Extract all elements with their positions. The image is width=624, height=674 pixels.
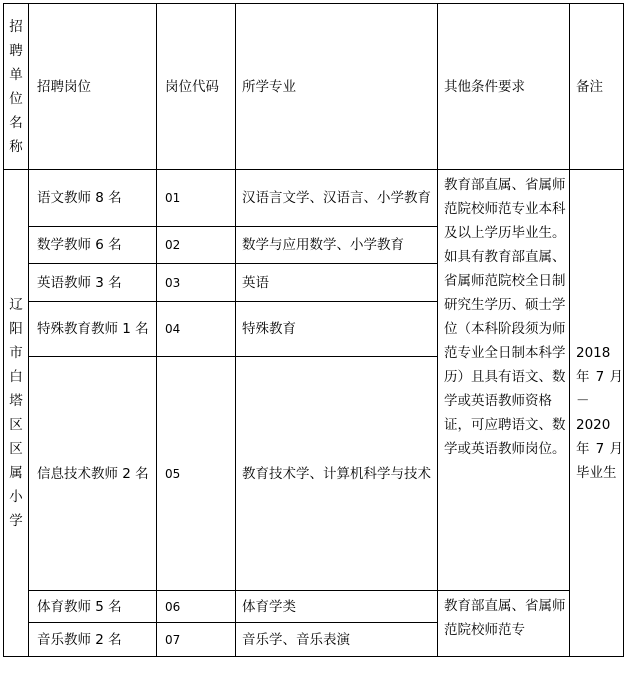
header-row	[4, 4, 624, 170]
header-conditions: 其他条件要求	[438, 4, 570, 170]
major-cell: 体育学类	[236, 591, 438, 623]
position-cell: 英语教师 3 名	[29, 264, 157, 302]
position-cell: 语文教师 8 名	[29, 170, 157, 227]
table-row	[4, 591, 624, 623]
remark-text: 2018 年 7 月－2020 年 7 月毕业生	[576, 345, 623, 481]
recruitment-table	[3, 3, 624, 657]
header-major: 所学专业	[236, 4, 438, 170]
unit-name-cell	[4, 170, 29, 657]
header-unit: 招聘单位名称	[9, 18, 23, 155]
code-cell: 01	[157, 170, 236, 227]
conditions-cell-1	[438, 170, 570, 591]
position-cell: 音乐教师 2 名	[29, 623, 157, 657]
code-cell: 02	[157, 227, 236, 264]
header-remark: 备注	[570, 4, 624, 170]
position-cell: 信息技术教师 2 名	[29, 357, 157, 591]
header-code: 岗位代码	[157, 4, 236, 170]
major-cell: 特殊教育	[236, 302, 438, 357]
conditions-text-a: 教育部直属、省属师范院校师范专业本科及以上学历毕业生。	[444, 177, 566, 241]
header-unit-cell	[4, 4, 29, 170]
table-row	[4, 170, 624, 227]
remark-cell	[570, 170, 624, 657]
major-cell: 音乐学、音乐表演	[236, 623, 438, 657]
header-position: 招聘岗位	[29, 4, 157, 170]
major-cell: 教育技术学、计算机科学与技术	[236, 357, 438, 591]
major-cell: 汉语言文学、汉语言、小学教育	[236, 170, 438, 227]
code-cell: 03	[157, 264, 236, 302]
code-cell: 07	[157, 623, 236, 657]
major-cell: 英语	[236, 264, 438, 302]
conditions-cell-2	[438, 591, 570, 657]
position-cell: 数学教师 6 名	[29, 227, 157, 264]
code-cell: 06	[157, 591, 236, 623]
code-cell: 05	[157, 357, 236, 591]
conditions-text-c: 教育部直属、省属师范院校师范专	[444, 598, 566, 638]
code-cell: 04	[157, 302, 236, 357]
unit-name: 辽阳市白塔区区属小学	[9, 297, 23, 529]
major-cell: 数学与应用数学、小学教育	[236, 227, 438, 264]
position-cell: 特殊教育教师 1 名	[29, 302, 157, 357]
conditions-text-b: 如具有教育部直属、省属师范院校全日制研究生学历、硕士学位（本科阶段须为师范专业全日制本科学历）且具有语文、数学或英语教师资格证，可应聘语文、数学或英语教师岗位。	[444, 249, 566, 457]
position-cell: 体育教师 5 名	[29, 591, 157, 623]
